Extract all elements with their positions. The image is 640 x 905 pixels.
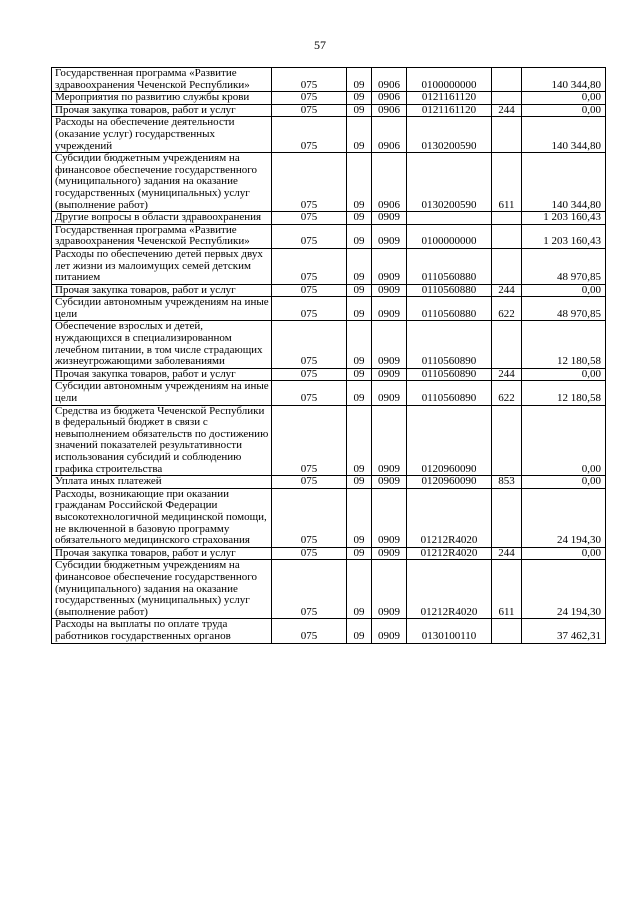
- row-target-article-cell: 0110560880: [407, 284, 492, 297]
- table-row: [52, 488, 606, 547]
- row-amount-cell: 0,00: [522, 368, 606, 381]
- row-name-cell: Прочая закупка товаров, работ и услуг: [52, 368, 272, 381]
- row-amount-cell: 37 462,31: [522, 619, 606, 643]
- row-amount-cell: 1 203 160,43: [522, 224, 606, 248]
- row-expense-type-cell: [492, 68, 522, 92]
- row-amount-cell: 0,00: [522, 547, 606, 560]
- row-name-cell: Средства из бюджета Чеченской Республики в федеральный бюджет в связи с невыполнением обязательств по достижению значений показателей результативности использования субсидий и соблюдению графика строительства: [52, 405, 272, 476]
- row-subsection-code-cell: 0909: [372, 284, 407, 297]
- row-subsection-code-cell: 0906: [372, 117, 407, 153]
- row-name-cell: Мероприятия по развитию службы крови: [52, 92, 272, 105]
- row-amount-cell: 0,00: [522, 284, 606, 297]
- row-target-article-cell: 0130200590: [407, 117, 492, 153]
- row-amount-cell: 48 970,85: [522, 248, 606, 284]
- row-section-code-cell: 09: [347, 381, 372, 405]
- row-grbs-code-cell: 075: [272, 92, 347, 105]
- row-target-article-cell: 0130100110: [407, 619, 492, 643]
- row-section-code-cell: 09: [347, 68, 372, 92]
- row-name-cell: Расходы на обеспечение деятельности (оказание услуг) государственных учреждений: [52, 117, 272, 153]
- row-subsection-code-cell: 0909: [372, 560, 407, 619]
- table-row: [52, 248, 606, 284]
- row-expense-type-cell: [492, 224, 522, 248]
- row-section-code-cell: 09: [347, 321, 372, 368]
- row-grbs-code-cell: 075: [272, 297, 347, 321]
- row-target-article-cell: 01212R4020: [407, 547, 492, 560]
- row-subsection-code-cell: 0909: [372, 381, 407, 405]
- table-row: [52, 92, 606, 105]
- row-expense-type-cell: 622: [492, 381, 522, 405]
- row-subsection-code-cell: 0906: [372, 92, 407, 105]
- table-row: [52, 153, 606, 212]
- row-target-article-cell: 0121161120: [407, 104, 492, 117]
- row-subsection-code-cell: 0909: [372, 212, 407, 225]
- row-name-cell: Прочая закупка товаров, работ и услуг: [52, 284, 272, 297]
- table-row: [52, 284, 606, 297]
- row-amount-cell: 140 344,80: [522, 68, 606, 92]
- row-subsection-code-cell: 0909: [372, 368, 407, 381]
- row-target-article-cell: 0100000000: [407, 224, 492, 248]
- row-grbs-code-cell: 075: [272, 153, 347, 212]
- row-section-code-cell: 09: [347, 284, 372, 297]
- row-subsection-code-cell: 0909: [372, 297, 407, 321]
- row-subsection-code-cell: 0909: [372, 619, 407, 643]
- row-expense-type-cell: 244: [492, 368, 522, 381]
- row-grbs-code-cell: 075: [272, 284, 347, 297]
- row-section-code-cell: 09: [347, 117, 372, 153]
- row-subsection-code-cell: 0906: [372, 68, 407, 92]
- row-name-cell: Субсидии бюджетным учреждениям на финансовое обеспечение государственного (муниципального) задания на оказание государственных (муниципальных) услуг (выполнение работ): [52, 560, 272, 619]
- row-target-article-cell: 0100000000: [407, 68, 492, 92]
- budget-table: [51, 67, 606, 644]
- table-row: [52, 405, 606, 476]
- row-expense-type-cell: [492, 92, 522, 105]
- table-row: [52, 381, 606, 405]
- row-amount-cell: 0,00: [522, 104, 606, 117]
- row-subsection-code-cell: 0909: [372, 224, 407, 248]
- row-section-code-cell: 09: [347, 488, 372, 547]
- row-grbs-code-cell: 075: [272, 224, 347, 248]
- row-target-article-cell: 0110560890: [407, 381, 492, 405]
- row-target-article-cell: 0130200590: [407, 153, 492, 212]
- row-grbs-code-cell: 075: [272, 488, 347, 547]
- row-grbs-code-cell: 075: [272, 212, 347, 225]
- table-row: [52, 224, 606, 248]
- row-subsection-code-cell: 0909: [372, 321, 407, 368]
- table-row: [52, 297, 606, 321]
- row-amount-cell: 24 194,30: [522, 560, 606, 619]
- row-expense-type-cell: [492, 212, 522, 225]
- row-grbs-code-cell: 075: [272, 68, 347, 92]
- row-amount-cell: 0,00: [522, 476, 606, 489]
- row-name-cell: Субсидии автономным учреждениям на иные цели: [52, 297, 272, 321]
- row-grbs-code-cell: 075: [272, 476, 347, 489]
- row-subsection-code-cell: 0906: [372, 153, 407, 212]
- row-section-code-cell: 09: [347, 476, 372, 489]
- row-section-code-cell: 09: [347, 104, 372, 117]
- row-subsection-code-cell: 0909: [372, 547, 407, 560]
- row-section-code-cell: 09: [347, 153, 372, 212]
- row-name-cell: Государственная программа «Развитие здравоохранения Чеченской Республики»: [52, 224, 272, 248]
- row-amount-cell: 1 203 160,43: [522, 212, 606, 225]
- row-subsection-code-cell: 0909: [372, 405, 407, 476]
- row-subsection-code-cell: 0906: [372, 104, 407, 117]
- row-target-article-cell: 0110560890: [407, 368, 492, 381]
- table-row: [52, 368, 606, 381]
- row-expense-type-cell: 244: [492, 284, 522, 297]
- row-amount-cell: 140 344,80: [522, 117, 606, 153]
- table-row: [52, 321, 606, 368]
- row-name-cell: Прочая закупка товаров, работ и услуг: [52, 104, 272, 117]
- row-section-code-cell: 09: [347, 248, 372, 284]
- table-row: [52, 547, 606, 560]
- row-grbs-code-cell: 075: [272, 405, 347, 476]
- row-amount-cell: 0,00: [522, 92, 606, 105]
- row-name-cell: Субсидии бюджетным учреждениям на финансовое обеспечение государственного (муниципального) задания на оказание государственных (муниципальных) услуг (выполнение работ): [52, 153, 272, 212]
- row-subsection-code-cell: 0909: [372, 248, 407, 284]
- row-expense-type-cell: 244: [492, 547, 522, 560]
- row-target-article-cell: 0120960090: [407, 476, 492, 489]
- row-target-article-cell: 01212R4020: [407, 488, 492, 547]
- row-target-article-cell: 0120960090: [407, 405, 492, 476]
- row-target-article-cell: 0110560890: [407, 321, 492, 368]
- row-grbs-code-cell: 075: [272, 368, 347, 381]
- row-grbs-code-cell: 075: [272, 560, 347, 619]
- row-grbs-code-cell: 075: [272, 248, 347, 284]
- row-subsection-code-cell: 0909: [372, 488, 407, 547]
- row-expense-type-cell: 244: [492, 104, 522, 117]
- row-section-code-cell: 09: [347, 92, 372, 105]
- row-expense-type-cell: 611: [492, 153, 522, 212]
- row-amount-cell: 12 180,58: [522, 381, 606, 405]
- row-grbs-code-cell: 075: [272, 321, 347, 368]
- row-section-code-cell: 09: [347, 405, 372, 476]
- row-section-code-cell: 09: [347, 547, 372, 560]
- page-number: 57: [314, 38, 326, 52]
- row-name-cell: Расходы на выплаты по оплате труда работников государственных органов: [52, 619, 272, 643]
- table-row: [52, 476, 606, 489]
- row-grbs-code-cell: 075: [272, 619, 347, 643]
- row-grbs-code-cell: 075: [272, 117, 347, 153]
- row-expense-type-cell: 622: [492, 297, 522, 321]
- row-name-cell: Прочая закупка товаров, работ и услуг: [52, 547, 272, 560]
- row-expense-type-cell: [492, 321, 522, 368]
- row-amount-cell: 0,00: [522, 405, 606, 476]
- row-expense-type-cell: [492, 619, 522, 643]
- row-expense-type-cell: 853: [492, 476, 522, 489]
- row-target-article-cell: 0110560880: [407, 297, 492, 321]
- row-expense-type-cell: [492, 117, 522, 153]
- row-name-cell: Государственная программа «Развитие здравоохранения Чеченской Республики»: [52, 68, 272, 92]
- row-amount-cell: 140 344,80: [522, 153, 606, 212]
- table-row: [52, 212, 606, 225]
- table-row: [52, 619, 606, 643]
- row-target-article-cell: [407, 212, 492, 225]
- row-target-article-cell: 0121161120: [407, 92, 492, 105]
- row-amount-cell: 12 180,58: [522, 321, 606, 368]
- budget-table-body: [52, 68, 606, 644]
- row-subsection-code-cell: 0909: [372, 476, 407, 489]
- table-row: [52, 68, 606, 92]
- row-grbs-code-cell: 075: [272, 104, 347, 117]
- row-name-cell: Расходы, возникающие при оказании гражданам Российской Федерации высокотехнологичной медицинской помощи, не включенной в базовую программу обязательного медицинского страхования: [52, 488, 272, 547]
- row-grbs-code-cell: 075: [272, 381, 347, 405]
- row-section-code-cell: 09: [347, 560, 372, 619]
- table-row: [52, 560, 606, 619]
- row-target-article-cell: 0110560880: [407, 248, 492, 284]
- row-name-cell: Обеспечение взрослых и детей, нуждающихся в специализированном лечебном питании, в том числе страдающих жизнеугрожающими заболеваниями: [52, 321, 272, 368]
- row-target-article-cell: 01212R4020: [407, 560, 492, 619]
- row-expense-type-cell: [492, 488, 522, 547]
- row-section-code-cell: 09: [347, 619, 372, 643]
- row-amount-cell: 24 194,30: [522, 488, 606, 547]
- row-name-cell: Уплата иных платежей: [52, 476, 272, 489]
- row-expense-type-cell: 611: [492, 560, 522, 619]
- row-expense-type-cell: [492, 405, 522, 476]
- row-section-code-cell: 09: [347, 297, 372, 321]
- row-expense-type-cell: [492, 248, 522, 284]
- table-row: [52, 117, 606, 153]
- row-section-code-cell: 09: [347, 224, 372, 248]
- row-section-code-cell: 09: [347, 368, 372, 381]
- row-name-cell: Субсидии автономным учреждениям на иные цели: [52, 381, 272, 405]
- row-name-cell: Расходы по обеспечению детей первых двух лет жизни из малоимущих семей детским питанием: [52, 248, 272, 284]
- row-grbs-code-cell: 075: [272, 547, 347, 560]
- row-section-code-cell: 09: [347, 212, 372, 225]
- table-row: [52, 104, 606, 117]
- row-amount-cell: 48 970,85: [522, 297, 606, 321]
- row-name-cell: Другие вопросы в области здравоохранения: [52, 212, 272, 225]
